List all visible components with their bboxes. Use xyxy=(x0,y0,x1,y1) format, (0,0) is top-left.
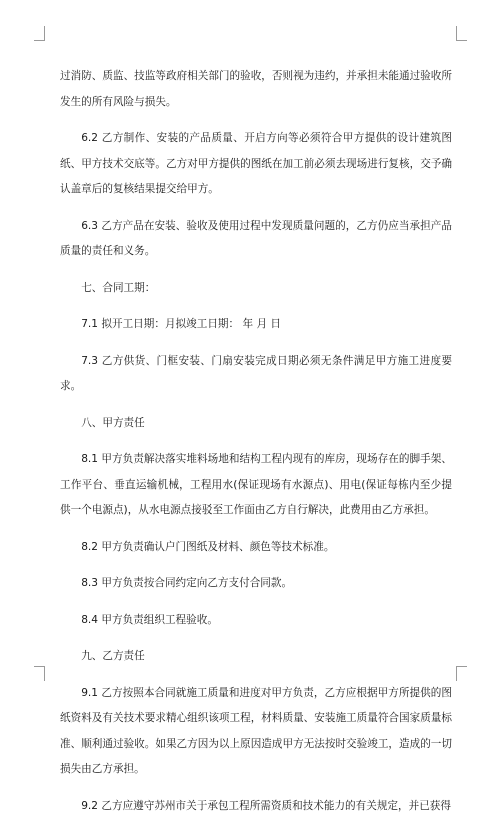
crop-mark-bottom-right xyxy=(456,666,467,681)
clause-8-4: 8.4 甲方负责组织工程验收。 xyxy=(81,613,218,626)
section-heading-party-b: 九、乙方责任 xyxy=(81,650,145,662)
crop-mark-top-right xyxy=(456,26,467,41)
paragraph-continued: 过消防、质监、技监等政府相关部门的验收，否则视为违约，并承担未能通过验收所发生的所有风险与损失。 xyxy=(60,70,452,108)
clause-6-3: 6.3 乙方产品在安装、验收及使用过程中发现质量问题的，乙方仍应当承担产品质量的责任和义务。 xyxy=(60,219,452,257)
clause-8-2: 8.2 甲方负责确认户门图纸及材料、颜色等技术标准。 xyxy=(81,540,335,553)
document-body xyxy=(60,64,452,830)
clause-7-3: 7.3 乙方供货、门框安装、门扇安装完成日期必须无条件满足甲方施工进度要求。 xyxy=(60,354,452,392)
crop-mark-top-left xyxy=(34,26,45,41)
clause-8-3: 8.3 甲方负责按合同约定向乙方支付合同款。 xyxy=(81,577,293,589)
clause-7-1: 7.1 拟开工日期：月拟竣工日期： 年 月 日 xyxy=(81,318,282,330)
clause-6-2: 6.2 乙方制作、安装的产品质量、开启方向等必须符合甲方提供的设计建筑图纸、甲方技术交底等。乙方对甲方提供的图纸在加工前必须去现场进行复核，交予确认盖章后的复核结果提交给甲方。 xyxy=(60,132,452,195)
clause-9-2: 9.2 乙方应遵守苏州市关于承包工程所需资质和技术能力的有关规定，并已获得 xyxy=(81,799,451,812)
crop-mark-bottom-left xyxy=(34,666,45,681)
section-heading-contract-period: 七、合同工期： xyxy=(81,281,156,294)
section-heading-party-a: 八、甲方责任 xyxy=(81,416,145,429)
clause-9-1: 9.1 乙方按照本合同就施工质量和进度对甲方负责，乙方应根据甲方所提供的图纸资料及有关技术要求精心组织该项工程，材料质量、安装施工质量符合国家质量标准、顺利通过验收。如果乙方因为以上原因造成甲方无法按时交验竣工，造成的一切损失由乙方承担。 xyxy=(60,686,452,775)
clause-8-1: 8.1 甲方负责解决落实堆料场地和结构工程内现有的库房，现场存在的脚手架、工作平台、垂直运输机械，工程用水(保证现场有水源点)、用电(保证每栋内至少提供一个电源点)，从水电源点接驳至工作面由乙方自行解决，此费用由乙方承担。 xyxy=(60,453,452,516)
